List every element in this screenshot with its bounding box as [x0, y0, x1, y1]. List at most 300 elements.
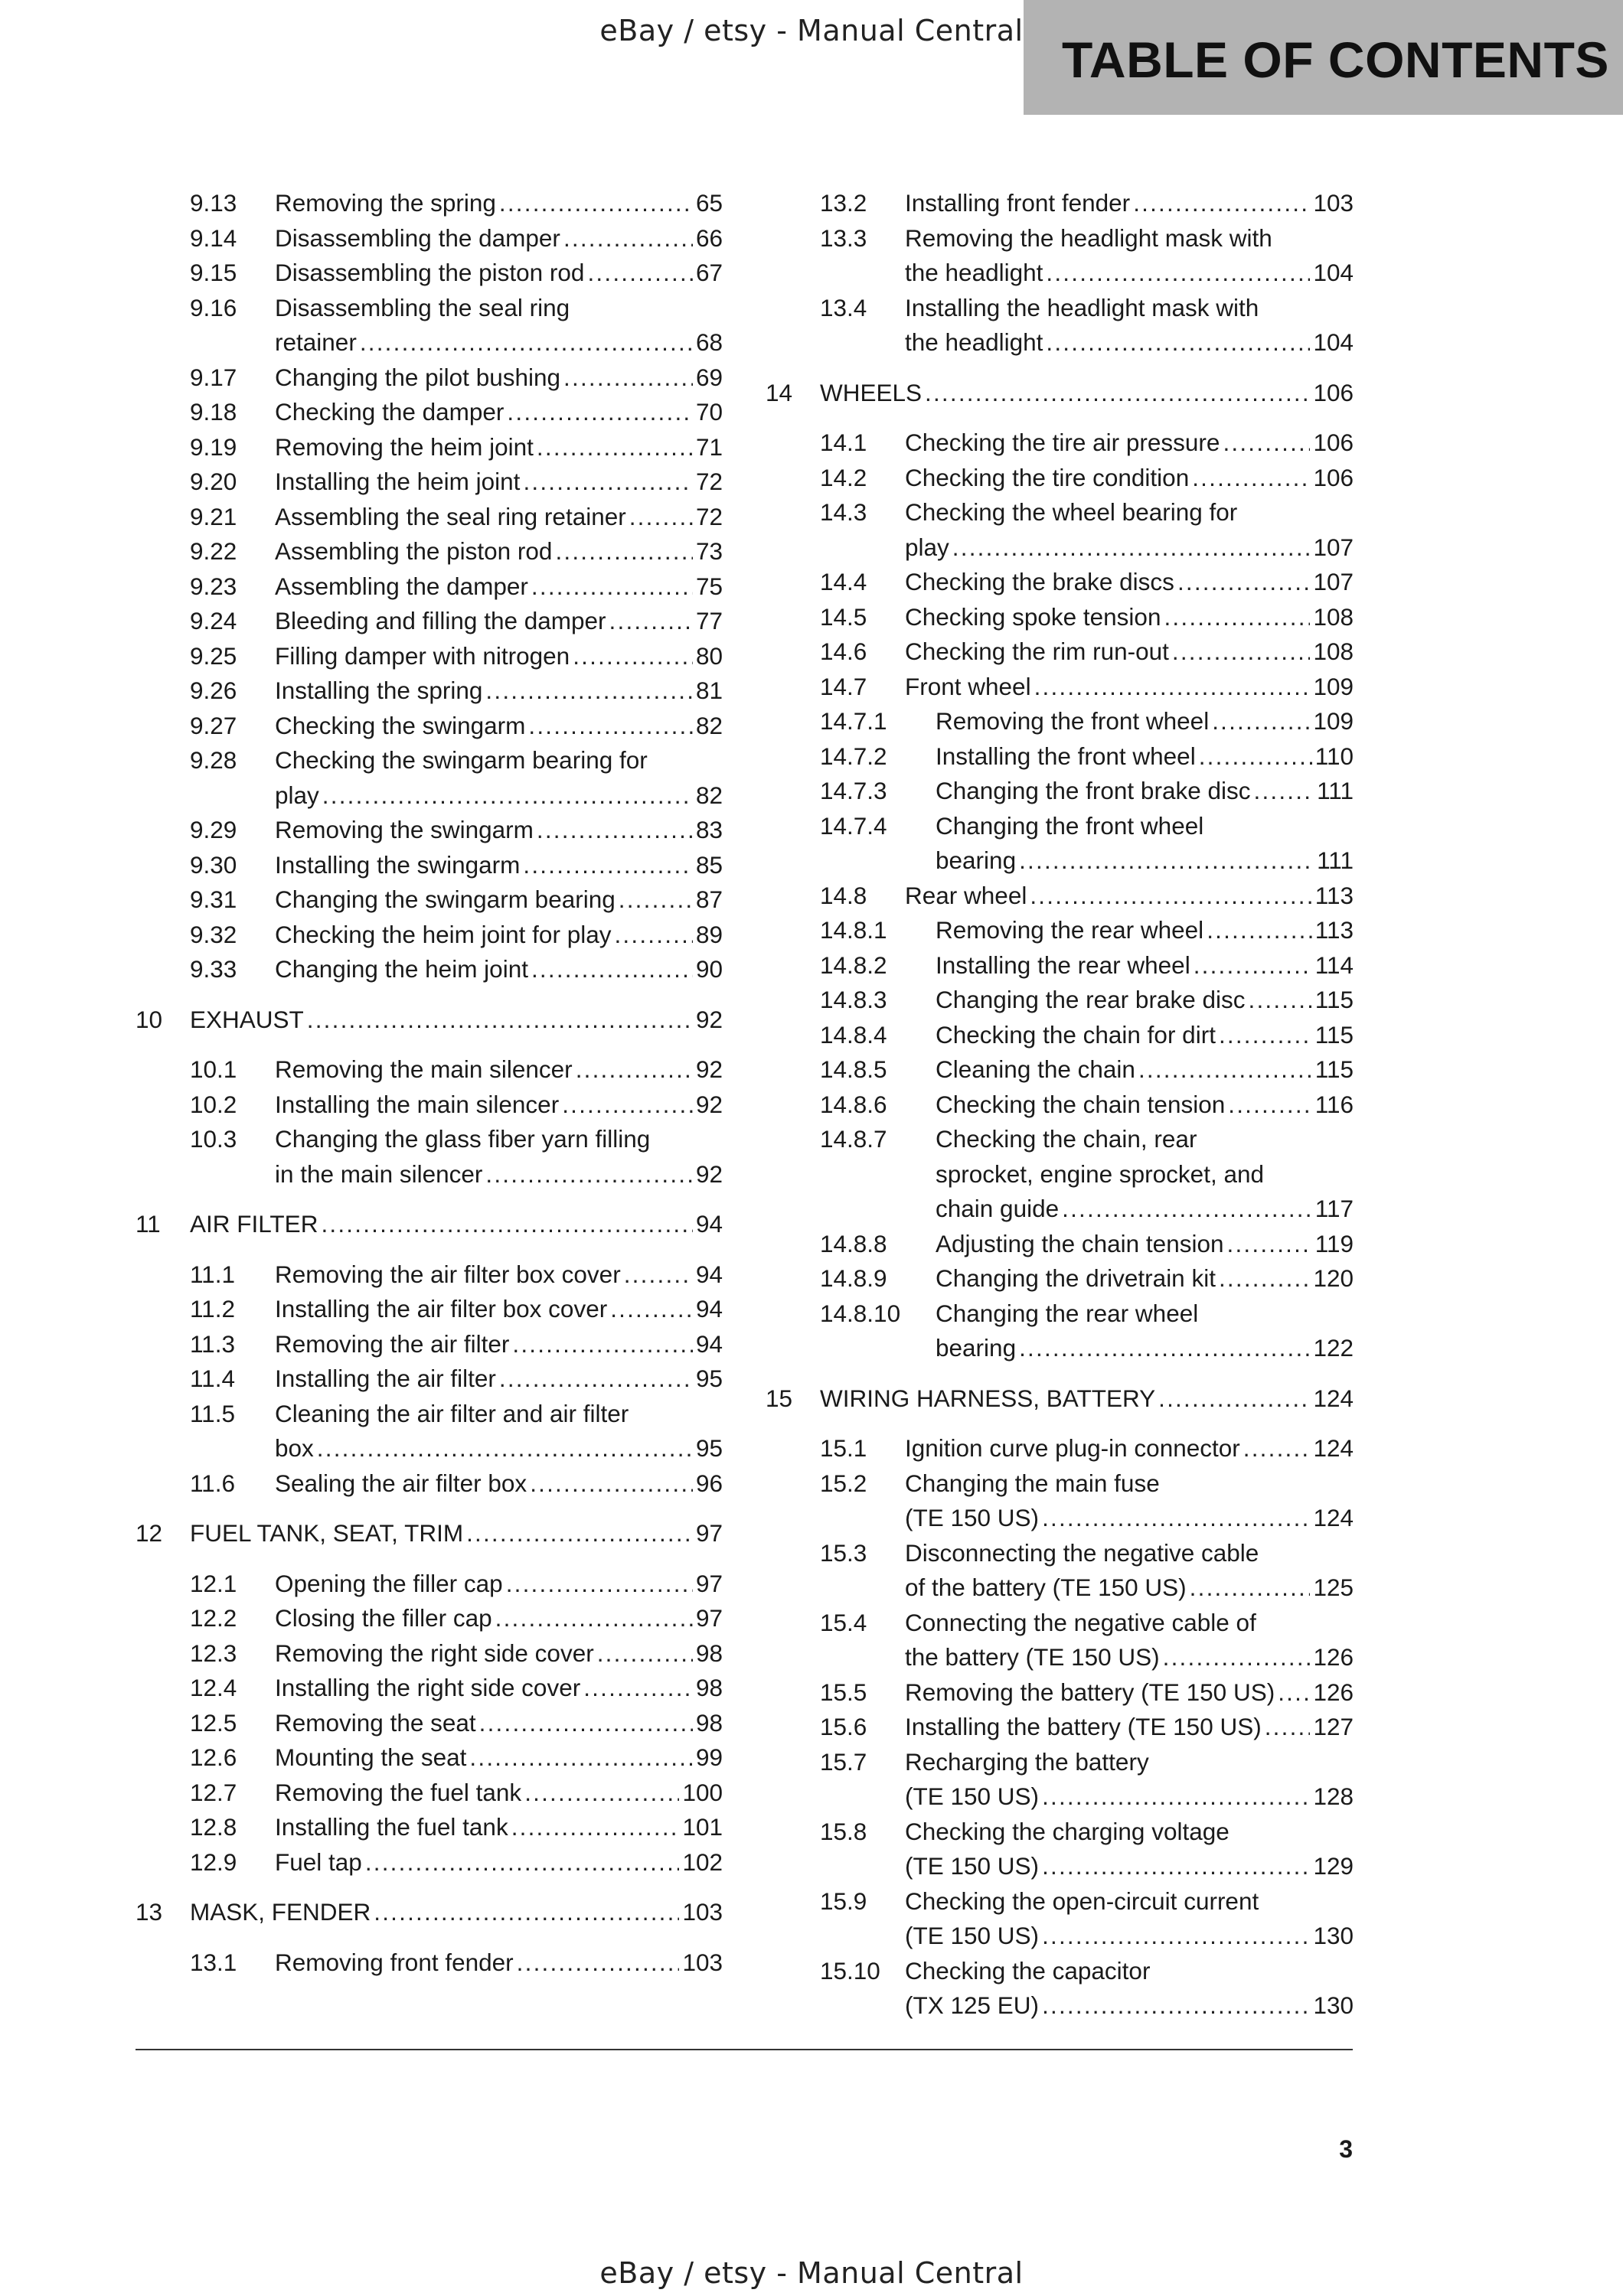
toc-page-number: 97: [695, 1569, 723, 1597]
toc-entry-number: 13.3: [820, 223, 867, 252]
dot-leader: [1133, 186, 1310, 221]
header-badge: [1024, 0, 1623, 115]
toc-page-number: 90: [695, 955, 723, 983]
dot-leader: [1062, 1192, 1312, 1227]
dot-leader: [1190, 1570, 1311, 1606]
toc-entry-number: 14.8: [820, 881, 867, 909]
dot-leader: [952, 530, 1311, 566]
toc-entry-number: 12.4: [190, 1674, 237, 1701]
toc-entry-title: Installing the headlight mask with: [905, 293, 1259, 321]
toc-entry-title: Changing the front wheel: [936, 811, 1204, 840]
toc-entry-title: Changing the pilot bushing: [275, 363, 561, 391]
toc-entry-title: Removing the headlight mask with: [905, 223, 1272, 252]
toc-entry-title: FUEL TANK, SEAT, TRIM: [190, 1519, 464, 1547]
toc-entry-title: Changing the heim joint: [275, 955, 528, 983]
toc-entry-title: of the battery (TE 150 US): [905, 1574, 1187, 1601]
toc-entry-title: retainer: [275, 328, 357, 356]
toc-entry-title: Filling damper with nitrogen: [275, 641, 570, 670]
toc-entry-number: 9.33: [190, 955, 237, 983]
toc-entry-title: Checking the chain for dirt: [936, 1020, 1216, 1049]
toc-entry-number: 14.4: [820, 568, 867, 595]
dot-leader: [1207, 913, 1312, 948]
toc-entry-title: Checking the open-circuit current: [905, 1887, 1259, 1915]
dot-leader: [1019, 1331, 1310, 1366]
toc-entry-number: 14.8.3: [820, 986, 887, 1013]
toc-entry-title: Installing the air filter box cover: [275, 1295, 608, 1322]
toc-entry-title: Removing the rear wheel: [936, 916, 1204, 944]
toc-entry-title: Checking the charging voltage: [905, 1817, 1229, 1845]
toc-entry-title: Installing the rear wheel: [936, 951, 1190, 979]
toc-entry-title: Changing the rear brake disc: [936, 986, 1246, 1013]
page-number: 3: [1339, 2135, 1353, 2163]
toc-entry-number: 10: [136, 1005, 163, 1033]
toc-entry-title: Installing the swingarm: [275, 850, 521, 879]
dot-leader: [614, 918, 692, 953]
toc-entry-number: 9.20: [190, 468, 237, 495]
dot-leader: [1243, 1431, 1311, 1466]
toc-entry-number: 9.13: [190, 189, 237, 217]
dot-leader: [619, 882, 693, 918]
toc-page-number: 94: [695, 1295, 723, 1322]
toc-entry-title: Disconnecting the negative cable: [905, 1538, 1259, 1567]
toc-page-number: 113: [1314, 916, 1354, 944]
toc-page-number: 111: [1317, 777, 1354, 804]
toc-entry-number: 15.7: [820, 1747, 867, 1776]
toc-entry-title: Changing the rear wheel: [936, 1299, 1199, 1327]
toc-page-number: 85: [695, 850, 723, 879]
toc-entry-number: 15.3: [820, 1538, 867, 1567]
toc-page-number: 127: [1313, 1713, 1354, 1740]
toc-entry-title: play: [275, 781, 319, 809]
toc-page-number: 100: [682, 1778, 723, 1806]
toc-page-number: 87: [695, 885, 723, 913]
toc-entry-number: 14.1: [820, 429, 867, 456]
toc-page-number: 109: [1313, 672, 1354, 700]
toc-page-number: 98: [695, 1708, 723, 1737]
toc-entry-title: Installing the front wheel: [936, 742, 1196, 770]
toc-page-number: 98: [695, 1674, 723, 1701]
toc-entry-title: Checking the heim joint for play: [275, 920, 612, 948]
toc-entry-number: 12.7: [190, 1778, 237, 1806]
toc-entry-title: Checking the rim run-out: [905, 638, 1169, 665]
toc-entry-title: Removing the main silencer: [275, 1055, 573, 1083]
toc-page-number: 75: [695, 572, 723, 600]
toc-entry-title: (TE 150 US): [905, 1504, 1040, 1531]
toc-entry-title: play: [905, 533, 949, 561]
dot-leader: [1042, 1779, 1310, 1815]
dot-leader: [1042, 1919, 1310, 1954]
toc-page-number: 104: [1313, 328, 1354, 356]
toc-entry-title: Removing the seat: [275, 1708, 476, 1737]
toc-page-number: 103: [682, 1948, 723, 1976]
toc-page-number: 124: [1313, 1434, 1354, 1462]
toc-page-number: 94: [695, 1260, 723, 1288]
toc-page-number: 80: [695, 641, 723, 670]
toc-entry-title: Checking the capacitor: [905, 1956, 1151, 1985]
toc-entry-number: 14.8.9: [820, 1264, 887, 1292]
toc-entry-title: Checking the chain, rear: [936, 1125, 1197, 1153]
toc-page-number: 107: [1313, 568, 1354, 595]
dot-leader: [1219, 1018, 1312, 1053]
dot-leader: [1046, 256, 1310, 291]
toc-entry-number: 12.1: [190, 1569, 237, 1597]
toc-entry-number: 9.15: [190, 259, 237, 286]
toc-page-number: 101: [682, 1813, 723, 1841]
toc-entry-number: 11.2: [190, 1295, 235, 1322]
dot-leader: [1034, 670, 1311, 705]
dot-leader: [624, 1257, 693, 1293]
toc-entry-number: 14.6: [820, 638, 867, 665]
toc-entry-number: 9.14: [190, 223, 237, 252]
toc-entry-number: 14.8.1: [820, 916, 887, 944]
toc-entry-number: 13.2: [820, 189, 867, 217]
dot-leader: [1158, 1381, 1310, 1417]
toc-entry-number: 12.2: [190, 1604, 237, 1632]
toc-entry-title: Recharging the battery: [905, 1747, 1149, 1776]
toc-entry-title: Checking the swingarm bearing for: [275, 746, 648, 774]
watermark-bottom: eBay / etsy - Manual Central: [599, 2256, 1024, 2290]
toc-entry-number: 15.1: [820, 1434, 867, 1462]
toc-entry-number: 14.7.4: [820, 811, 887, 840]
toc-entry-number: 14.3: [820, 498, 867, 526]
toc-entry-title: Assembling the seal ring retainer: [275, 502, 626, 530]
toc-page-number: 108: [1313, 638, 1354, 665]
toc-page-number: 122: [1313, 1334, 1354, 1362]
toc-entry-number: 10.3: [190, 1125, 237, 1153]
dot-leader: [507, 395, 693, 430]
toc-entry-number: 11.6: [190, 1469, 235, 1497]
toc-page-number: 70: [695, 398, 723, 426]
toc-page-number: 113: [1314, 881, 1354, 909]
toc-entry-title: Changing the main fuse: [905, 1469, 1160, 1497]
toc-page-number: 111: [1317, 846, 1354, 874]
toc-page-number: 95: [695, 1434, 723, 1462]
toc-entry-title: Checking the tire condition: [905, 463, 1190, 491]
toc-entry-title: Removing the right side cover: [275, 1639, 594, 1667]
toc-entry-number: 14.8.8: [820, 1229, 887, 1257]
dot-leader: [587, 256, 692, 291]
dot-leader: [576, 1052, 693, 1088]
dot-leader: [1138, 1052, 1312, 1088]
toc-entry-number: 14.7.2: [820, 742, 887, 770]
dot-leader: [1042, 1849, 1310, 1884]
toc-page-number: 94: [695, 1329, 723, 1358]
toc-entry-title: Removing the air filter: [275, 1329, 510, 1358]
toc-page-number: 71: [695, 432, 723, 461]
toc-entry-number: 9.27: [190, 711, 237, 739]
toc-entry-title: Adjusting the chain tension: [936, 1229, 1224, 1257]
toc-entry-title: (TX 125 EU): [905, 1991, 1040, 2019]
toc-page-number: 115: [1314, 986, 1354, 1013]
toc-entry-number: 9.17: [190, 363, 237, 391]
toc-page-number: 119: [1314, 1229, 1354, 1257]
toc-entry-number: 15.6: [820, 1713, 867, 1740]
toc-page-number: 110: [1314, 742, 1354, 770]
dot-leader: [563, 221, 693, 256]
toc-entry-number: 15.4: [820, 1608, 867, 1636]
dot-leader: [1019, 843, 1314, 879]
dot-leader: [1254, 774, 1314, 809]
toc-entry-title: Bleeding and filling the damper: [275, 607, 606, 634]
dot-leader: [517, 1945, 680, 1981]
toc-entry-title: Removing the fuel tank: [275, 1778, 522, 1806]
toc-entry-number: 9.18: [190, 398, 237, 426]
toc-entry-number: 15: [766, 1384, 793, 1412]
toc-page-number: 115: [1314, 1055, 1354, 1083]
toc-page-number: 68: [695, 328, 723, 356]
toc-entry-title: Removing the air filter box cover: [275, 1260, 621, 1288]
toc-entry-title: Checking the swingarm: [275, 711, 526, 739]
toc-entry-title: Installing the battery (TE 150 US): [905, 1713, 1262, 1740]
toc-entry-title: Installing the air filter: [275, 1365, 496, 1392]
toc-entry-title: Checking the tire air pressure: [905, 429, 1220, 456]
toc-page-number: 102: [682, 1848, 723, 1876]
toc-entry-title: in the main silencer: [275, 1159, 483, 1188]
toc-page-number: 97: [695, 1604, 723, 1632]
toc-entry-title: Installing the main silencer: [275, 1090, 560, 1118]
toc-entry-number: 12.5: [190, 1708, 237, 1737]
toc-page-number: 115: [1314, 1020, 1354, 1049]
dot-leader: [1265, 1710, 1311, 1745]
toc-page-number: 77: [695, 607, 723, 634]
toc-page-number: 96: [695, 1469, 723, 1497]
page-title: TABLE OF CONTENTS: [1062, 31, 1609, 88]
toc-entry-title: Cleaning the chain: [936, 1055, 1135, 1083]
toc-entry-title: Installing the fuel tank: [275, 1813, 508, 1841]
toc-entry-title: Mounting the seat: [275, 1743, 467, 1771]
toc-page-number: 95: [695, 1365, 723, 1392]
toc-entry-title: Removing the spring: [275, 189, 496, 217]
toc-page-number: 106: [1313, 378, 1354, 406]
footer-rule: [136, 2049, 1353, 2050]
toc-entry-title: Rear wheel: [905, 881, 1027, 909]
toc-entry-number: 15.2: [820, 1469, 867, 1497]
toc-entry-title: WIRING HARNESS, BATTERY: [820, 1384, 1156, 1412]
toc-page-number: 67: [695, 259, 723, 286]
toc-page-number: 97: [695, 1519, 723, 1547]
toc-page-number: 89: [695, 920, 723, 948]
toc-entry-title: AIR FILTER: [190, 1210, 318, 1238]
toc-entry-title: Connecting the negative cable of: [905, 1608, 1256, 1636]
dot-leader: [573, 639, 693, 674]
toc-entry: [0, 983, 1354, 1018]
toc-entry-number: 11.5: [190, 1399, 235, 1427]
toc-page-number: 92: [695, 1055, 723, 1083]
toc-entry-number: 15.10: [820, 1956, 880, 1985]
toc-entry-title: Cleaning the air filter and air filter: [275, 1399, 629, 1427]
toc-entry-number: 9.29: [190, 816, 237, 843]
toc-entry-number: 15.9: [820, 1887, 867, 1915]
toc-entry-number: 14.8.4: [820, 1020, 887, 1049]
dot-leader: [1042, 1988, 1310, 2024]
dot-leader: [1228, 1088, 1312, 1123]
toc-entry-number: 15.5: [820, 1678, 867, 1706]
toc-entry-number: 9.19: [190, 432, 237, 461]
toc-entry-title: Installing the spring: [275, 677, 483, 704]
toc-entry-number: 12.8: [190, 1813, 237, 1841]
dot-leader: [524, 1776, 679, 1811]
toc-page-number: 72: [695, 468, 723, 495]
dot-leader: [1163, 1640, 1311, 1675]
dot-leader: [629, 500, 693, 535]
dot-leader: [1172, 634, 1311, 670]
toc-entry-number: 12.9: [190, 1848, 237, 1876]
toc-entry-title: Disassembling the seal ring: [275, 293, 570, 321]
dot-leader: [523, 465, 693, 500]
toc-entry-title: Checking the brake discs: [905, 568, 1174, 595]
toc-entry-title: Removing front fender: [275, 1948, 514, 1976]
toc-page-number: 69: [695, 363, 723, 391]
toc-page-number: 65: [695, 189, 723, 217]
toc-entry-number: 9.32: [190, 920, 237, 948]
toc-page-number: 82: [695, 711, 723, 739]
toc-entry-number: 15.8: [820, 1817, 867, 1845]
toc-entry-number: 11.3: [190, 1329, 235, 1358]
dot-leader: [1278, 1675, 1310, 1711]
toc-entry-number: 9.23: [190, 572, 237, 600]
toc-entry-number: 13.1: [190, 1948, 237, 1976]
toc-page-number: 92: [695, 1090, 723, 1118]
toc-page-number: 72: [695, 502, 723, 530]
watermark-top: eBay / etsy - Manual Central: [599, 14, 1024, 47]
toc-entry-title: (TE 150 US): [905, 1922, 1040, 1949]
dot-leader: [537, 813, 693, 848]
toc-entry-title: Changing the glass fiber yarn filling: [275, 1125, 651, 1153]
toc-entry-number: 11: [136, 1210, 161, 1238]
toc-entry-number: 14.5: [820, 602, 867, 631]
toc-page-number: 124: [1313, 1504, 1354, 1531]
toc-entry-title: Removing the heim joint: [275, 432, 534, 461]
toc-entry-title: Assembling the damper: [275, 572, 528, 600]
toc-entry-title: MASK, FENDER: [190, 1898, 371, 1926]
toc-entry-number: 14.8.10: [820, 1299, 901, 1327]
toc-page-number: 130: [1313, 1922, 1354, 1949]
dot-leader: [1212, 704, 1310, 739]
toc-entry-number: 12.6: [190, 1743, 237, 1771]
toc-entry-title: bearing: [936, 846, 1017, 874]
toc-entry-title: sprocket, engine sprocket, and: [936, 1159, 1265, 1188]
toc-entry-number: 14.7.3: [820, 777, 887, 804]
dot-leader: [531, 569, 693, 605]
dot-leader: [583, 1671, 693, 1706]
dot-leader: [925, 376, 1310, 411]
dot-leader: [1219, 1261, 1310, 1296]
toc-entry-number: 11.4: [190, 1365, 235, 1392]
dot-leader: [1046, 325, 1310, 360]
toc-entry-title: chain guide: [936, 1195, 1060, 1222]
toc-entry-title: EXHAUST: [190, 1005, 304, 1033]
dot-leader: [1042, 1501, 1310, 1536]
toc-entry-title: Removing the swingarm: [275, 816, 534, 843]
toc-entry-title: Fuel tap: [275, 1848, 362, 1876]
toc-entry-number: 14.8.7: [820, 1125, 887, 1153]
toc-entry-number: 9.28: [190, 746, 237, 774]
toc-entry-number: 9.21: [190, 502, 237, 530]
toc-entry-title: Checking the damper: [275, 398, 505, 426]
dot-leader: [1199, 739, 1312, 775]
toc-entry-title: Ignition curve plug-in connector: [905, 1434, 1240, 1462]
toc-entry-number: 14.8.5: [820, 1055, 887, 1083]
toc-entry-title: Changing the drivetrain kit: [936, 1264, 1216, 1292]
toc-entry-number: 12: [136, 1519, 163, 1547]
toc-entry-number: 14.8.6: [820, 1090, 887, 1118]
toc-entry-title: Changing the swingarm bearing: [275, 885, 616, 913]
toc-page-number: 98: [695, 1639, 723, 1667]
toc-page-number: 109: [1313, 707, 1354, 735]
toc-entry-title: the headlight: [905, 328, 1043, 356]
toc-entry-number: 14: [766, 378, 793, 406]
toc-entry-title: Installing the right side cover: [275, 1674, 581, 1701]
toc-entry: [0, 1227, 1354, 1262]
toc-entry-title: Installing front fender: [905, 189, 1131, 217]
dot-leader: [597, 1636, 693, 1671]
toc-entry-number: 12.3: [190, 1639, 237, 1667]
toc-entry-number: 9.25: [190, 641, 237, 670]
dot-leader: [1249, 983, 1312, 1018]
toc-entry-number: 10.1: [190, 1055, 237, 1083]
toc-entry-title: WHEELS: [820, 378, 923, 406]
toc-page-number: 94: [695, 1210, 723, 1238]
toc-page-number: 104: [1313, 259, 1354, 286]
toc-entry-number: 14.2: [820, 463, 867, 491]
toc-page-number: 108: [1313, 602, 1354, 631]
toc-entry-title: Assembling the piston rod: [275, 537, 553, 565]
toc-entry-number: 9.22: [190, 537, 237, 565]
toc-entry-title: Opening the filler cap: [275, 1569, 503, 1597]
toc-page-number: 99: [695, 1743, 723, 1771]
dot-leader: [511, 1810, 680, 1845]
toc-entry-title: Sealing the air filter box: [275, 1469, 527, 1497]
toc-entry-number: 10.2: [190, 1090, 237, 1118]
toc-entry-number: 13.4: [820, 293, 867, 321]
toc-page-number: 103: [1313, 189, 1354, 217]
toc-entry-title: Checking the wheel bearing for: [905, 498, 1238, 526]
toc-entry-title: Checking spoke tension: [905, 602, 1161, 631]
dot-leader: [1164, 600, 1310, 635]
dot-leader: [512, 1327, 693, 1362]
toc-page-number: 116: [1314, 1090, 1354, 1118]
toc-entry-title: Changing the front brake disc: [936, 777, 1251, 804]
dot-leader: [1030, 879, 1311, 914]
toc-page-number: 107: [1313, 533, 1354, 561]
dot-leader: [1192, 461, 1310, 496]
toc-entry-title: (TE 150 US): [905, 1852, 1040, 1880]
dot-leader: [563, 360, 693, 396]
toc-page-number: 129: [1313, 1852, 1354, 1880]
toc-entry-title: Removing the front wheel: [936, 707, 1210, 735]
dot-leader: [610, 1292, 693, 1327]
dot-leader: [523, 848, 693, 883]
toc-entry-title: bearing: [936, 1334, 1017, 1362]
toc-entry-title: Disassembling the damper: [275, 223, 560, 252]
toc-page-number: 73: [695, 537, 723, 565]
toc-page-number: 117: [1314, 1195, 1354, 1222]
dot-leader: [1194, 948, 1312, 983]
dot-leader: [531, 952, 693, 987]
toc-page-number: 130: [1313, 1991, 1354, 2019]
toc-entry-number: 13: [136, 1898, 163, 1926]
toc-entry-title: the battery (TE 150 US): [905, 1643, 1160, 1671]
toc-entry-title: Closing the filler cap: [275, 1604, 492, 1632]
toc-entry-number: 14.7.1: [820, 707, 887, 735]
toc-page-number: 106: [1313, 429, 1354, 456]
toc-entry-number: 9.24: [190, 607, 237, 634]
toc-entry-number: 11.1: [190, 1260, 235, 1288]
toc-entry-title: box: [275, 1434, 314, 1462]
toc-page-number: 114: [1314, 951, 1354, 979]
toc-page-number: 106: [1313, 463, 1354, 491]
toc-entry-title: the headlight: [905, 259, 1043, 286]
